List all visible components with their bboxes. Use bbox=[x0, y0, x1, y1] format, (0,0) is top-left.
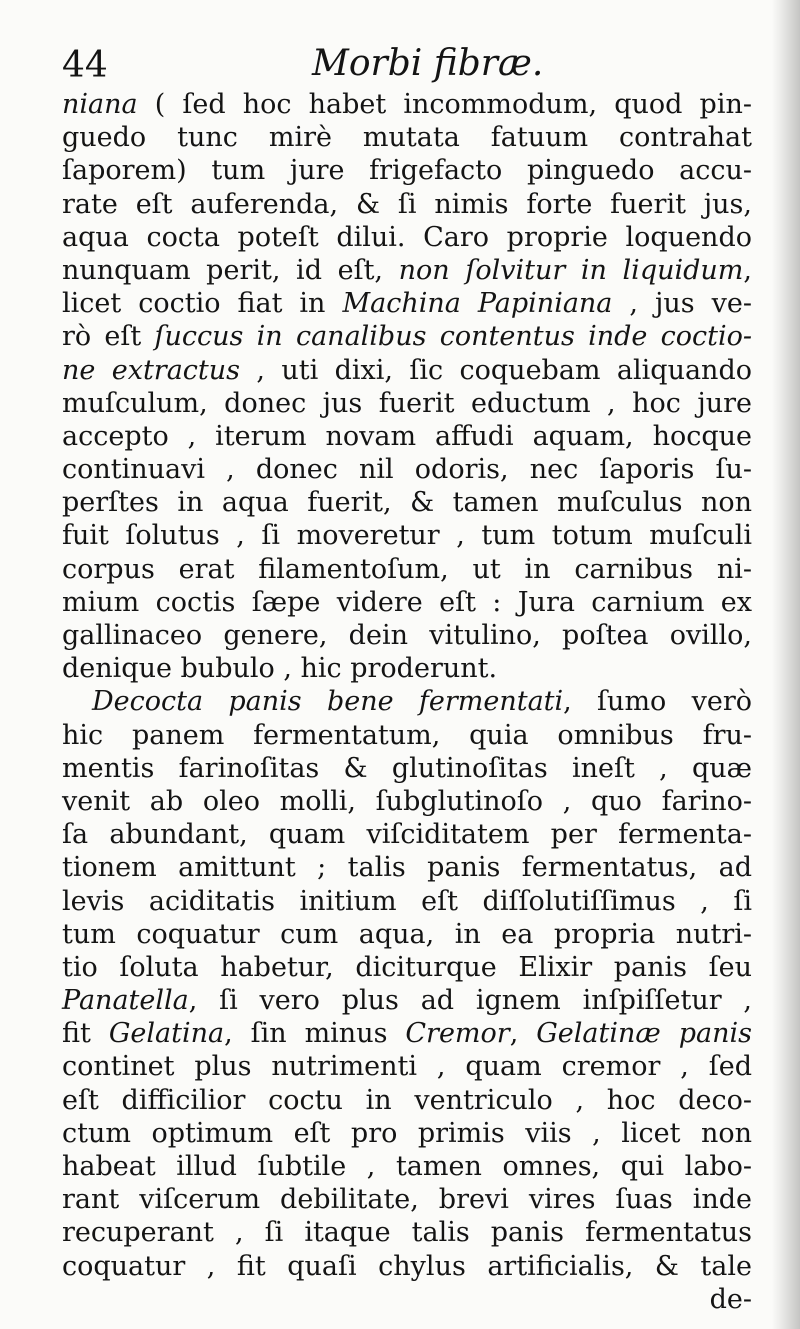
text-line bbox=[62, 685, 752, 718]
italic-text: niana bbox=[62, 89, 138, 120]
text-run: , jus ve- bbox=[612, 288, 752, 320]
text-line bbox=[62, 785, 752, 818]
text-run: ſaporem) tum jure frigefacto pinguedo accu- bbox=[62, 155, 752, 187]
italic-text: Gelatinæ panis bbox=[536, 1018, 752, 1050]
text-run: , ſumo verò bbox=[563, 686, 752, 718]
text-line bbox=[62, 586, 752, 619]
text-run: , ſin minus bbox=[224, 1018, 406, 1050]
text-line bbox=[62, 420, 752, 453]
text-line bbox=[62, 918, 752, 951]
text-line bbox=[62, 951, 752, 984]
text-run: recuperant , ſi itaque talis panis fermentatus bbox=[62, 1217, 752, 1249]
text-run: , bbox=[743, 254, 752, 286]
text-run: muſculum, donec jus fuerit eductum , hoc jure bbox=[62, 387, 752, 419]
italic-text: Cremor bbox=[405, 1018, 510, 1050]
text-line bbox=[62, 254, 752, 287]
text-line bbox=[62, 1250, 752, 1283]
text-run: licet coctio fiat in bbox=[62, 288, 343, 320]
text-run: , uti dixi, ſic coquebam aliquando bbox=[240, 354, 752, 386]
text-run: denique bubulo , hic proderunt. bbox=[62, 653, 498, 685]
text-line bbox=[62, 1017, 752, 1050]
italic-text: non ſolvitur in liquidum bbox=[398, 254, 744, 286]
text-run: coquatur , fit quaſi chylus artificialis, & tale bbox=[62, 1250, 752, 1282]
text-line bbox=[62, 486, 752, 519]
text-run: nunquam perit, id eſt, bbox=[62, 254, 399, 286]
page-header bbox=[62, 40, 722, 90]
text-line bbox=[62, 188, 752, 221]
text-run: continet plus nutrimenti , quam cremor , ſed bbox=[62, 1051, 752, 1083]
text-run: corpus erat filamentoſum, ut in carnibus ni- bbox=[62, 553, 752, 585]
text-line bbox=[62, 88, 752, 121]
text-run: mium coctis ſæpe videre eſt : Jura carnium ex bbox=[62, 586, 752, 618]
text-run: habeat illud ſubtile , tamen omnes, qui labo- bbox=[62, 1151, 752, 1182]
text-line bbox=[62, 1117, 752, 1150]
text-line bbox=[62, 1283, 752, 1316]
running-title: Morbi fibræ. bbox=[312, 43, 544, 84]
text-line bbox=[62, 553, 752, 586]
text-line bbox=[62, 1084, 752, 1117]
italic-text: ne extractus bbox=[62, 354, 241, 386]
text-line bbox=[62, 121, 752, 154]
text-run: fuit ſolutus , ſi moveretur , tum totum muſculi bbox=[62, 520, 752, 552]
text-run: ctum optimum eſt pro primis viis , licet non bbox=[62, 1117, 752, 1149]
text-run: levis aciditatis initium eſt diſſolutiſſimus , ſi bbox=[62, 885, 752, 917]
italic-text: Decocta panis bene fermentati bbox=[92, 686, 564, 718]
text-line bbox=[62, 984, 752, 1017]
text-run: ( ſed hoc habet incommodum, quod pin- bbox=[137, 89, 752, 120]
page-number: 44 bbox=[62, 45, 108, 86]
text-run: eſt difficilior coctu in ventriculo , hoc deco- bbox=[62, 1084, 752, 1116]
text-run: mentis farinoſitas & glutinoſitas ineſt , quæ bbox=[62, 752, 752, 784]
text-line bbox=[62, 719, 752, 752]
text-run: rant viſcerum debilitate, brevi vires ſuas inde bbox=[62, 1184, 752, 1216]
text-run: fit bbox=[62, 1018, 109, 1050]
italic-text: Machina Papiniana bbox=[342, 288, 613, 320]
text-run: , bbox=[509, 1018, 537, 1050]
text-run: rò eſt bbox=[62, 321, 155, 353]
text-line bbox=[62, 851, 752, 884]
text-line bbox=[62, 818, 752, 851]
text-run: continuavi , donec nil odoris, nec ſaporis ſu- bbox=[62, 454, 752, 486]
text-line bbox=[62, 1216, 752, 1249]
text-line bbox=[62, 885, 752, 918]
italic-text: Gelatina bbox=[108, 1018, 225, 1050]
text-run: guedo tunc mirè mutata fatuum contrahat bbox=[62, 122, 752, 154]
text-run: accepto , iterum novam affudi aquam, hocque bbox=[62, 420, 752, 452]
text-line bbox=[62, 652, 752, 685]
text-line bbox=[62, 1050, 752, 1083]
text-run: , ſi vero plus ad ignem inſpiſſetur , bbox=[188, 985, 752, 1017]
text-run: perſtes in aqua fuerit, & tamen muſculus non bbox=[62, 487, 752, 519]
text-run: aqua cocta poteſt dilui. Caro proprie loquendo bbox=[62, 221, 752, 253]
body-text bbox=[62, 88, 752, 1316]
text-line bbox=[62, 287, 752, 320]
text-line bbox=[62, 453, 752, 486]
text-run: ſa abundant, quam viſciditatem per fermenta- bbox=[62, 819, 752, 851]
text-run: tio ſoluta habetur, diciturque Elixir panis ſeu bbox=[62, 951, 752, 983]
text-line bbox=[62, 354, 752, 387]
text-run: hic panem fermentatum, quia omnibus fru- bbox=[62, 719, 752, 751]
text-line bbox=[62, 320, 752, 353]
text-run: de- bbox=[709, 1283, 752, 1315]
text-run: tionem amittunt ; talis panis fermentatus, ad bbox=[62, 852, 752, 884]
text-line bbox=[62, 1183, 752, 1216]
text-run: rate eſt auferenda, & ſi nimis forte fuerit jus, bbox=[62, 188, 752, 220]
text-line bbox=[62, 619, 752, 652]
text-run: gallinaceo genere, dein vitulino, poſtea ovillo, bbox=[62, 620, 752, 651]
text-line bbox=[62, 154, 752, 187]
text-line bbox=[62, 221, 752, 254]
text-line bbox=[62, 387, 752, 420]
text-line bbox=[62, 1150, 752, 1183]
italic-text: ſuccus in canalibus contentus inde coctio- bbox=[154, 321, 752, 353]
text-run: tum coquatur cum aqua, in ea propria nutri- bbox=[62, 918, 752, 950]
spine-shadow bbox=[772, 0, 800, 1329]
text-line bbox=[62, 519, 752, 552]
italic-text: Panatella bbox=[62, 985, 189, 1017]
text-line bbox=[62, 752, 752, 785]
text-run: venit ab oleo molli, ſubglutinoſo , quo farino- bbox=[62, 785, 752, 817]
